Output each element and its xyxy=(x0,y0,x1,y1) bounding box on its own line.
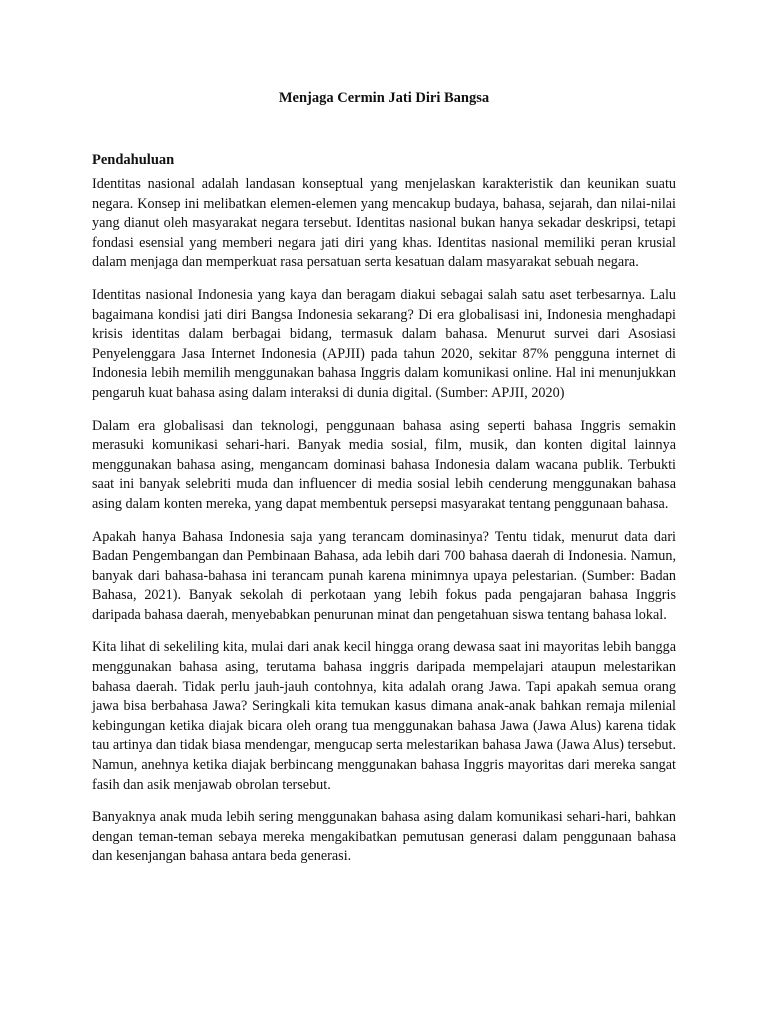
paragraph: Banyaknya anak muda lebih sering menggunakan bahasa asing dalam komunikasi sehari-hari, bahkan dengan teman-teman sebaya mereka mengakibatkan pemutusan generasi dalam penggunaan bahasa dan kesenjangan bahasa antara beda generasi. xyxy=(92,809,676,865)
document-body xyxy=(92,88,676,880)
paragraph: Apakah hanya Bahasa Indonesia saja yang terancam dominasinya? Tentu tidak, menurut data dari Badan Pengembangan dan Pembinaan Bahasa, ada lebih dari 700 bahasa daerah di Indonesia. Namun, banyak dari bahasa-bahasa ini terancam punah karena minimnya upaya pelestarian. (Sumber: Badan Bahasa, 2021). Banyak sekolah di perkotaan yang lebih fokus pada pengajaran bahasa Inggris daripada bahasa daerah, menyebabkan penurunan minat dan pengetahuan siswa tentang bahasa lokal. xyxy=(92,528,676,623)
paragraph: Kita lihat di sekeliling kita, mulai dari anak kecil hingga orang dewasa saat ini mayoritas lebih bangga menggunakan bahasa asing, terutama bahasa inggris daripada mempelajari ataupun melestarikan bahasa daerah. Tidak perlu jauh-jauh contohnya, kita adalah orang Jawa. Tapi apakah semua orang jawa bisa berbahasa Jawa? Seringkali kita temukan kasus dimana anak-anak bahkan remaja milenial kebingungan ketika diajak bicara oleh orang tua menggunakan bahasa Jawa (Jawa Alus) karena tidak tau artinya dan tidak biasa mendengar, mengucap serta melestarikan bahasa Jawa (Jawa Alus) tersebut. Namun, anehnya ketika diajak berbincang menggunakan bahasa Inggris mayoritas dari mereka sangat fasih dan asik menjawab obrolan tersebut. xyxy=(92,639,676,793)
paragraph: Dalam era globalisasi dan teknologi, penggunaan bahasa asing seperti bahasa Inggris semakin merasuki komunikasi sehari-hari. Banyak media sosial, film, musik, dan konten digital lainnya menggunakan bahasa asing, mengancam dominasi bahasa Indonesia dalam wacana publik. Terbukti saat ini banyak selebriti muda dan influencer di media sosial lebih cenderung menggunakan bahasa asing dalam konten mereka, yang dapat membentuk persepsi masyarakat tentang penggunaan bahasa. xyxy=(92,417,676,512)
document-title: Menjaga Cermin Jati Diri Bangsa xyxy=(278,90,490,106)
section-heading: Pendahuluan xyxy=(92,152,175,168)
paragraph: Identitas nasional adalah landasan konseptual yang menjelaskan karakteristik dan keunikan suatu negara. Konsep ini melibatkan elemen-elemen yang mencakup budaya, bahasa, sejarah, dan nilai-nilai yang dianut oleh masyarakat negara tersebut. Identitas nasional bukan hanya sekadar deskripsi, tetapi fondasi esensial yang memberi negara jati diri yang khas. Identitas nasional memiliki peran krusial dalam menjaga dan memperkuat rasa persatuan serta kesatuan dalam masyarakat sebuah negara. xyxy=(92,176,676,271)
paragraph: Identitas nasional Indonesia yang kaya dan beragam diakui sebagai salah satu aset terbesarnya. Lalu bagaimana kondisi jati diri Bangsa Indonesia sekarang? Di era globalisasi ini, Indonesia menghadapi krisis identitas dalam berbagai bidang, termasuk dalam bahasa. Menurut survei dari Asosiasi Penyelenggara Jasa Internet Indonesia (APJII) pada tahun 2020, sekitar 87% pengguna internet di Indonesia lebih memilih menggunakan bahasa Inggris dalam komunikasi online. Hal ini menunjukkan pengaruh kuat bahasa asing dalam interaksi di dunia digital. (Sumber: APJII, 2020) xyxy=(92,286,676,401)
